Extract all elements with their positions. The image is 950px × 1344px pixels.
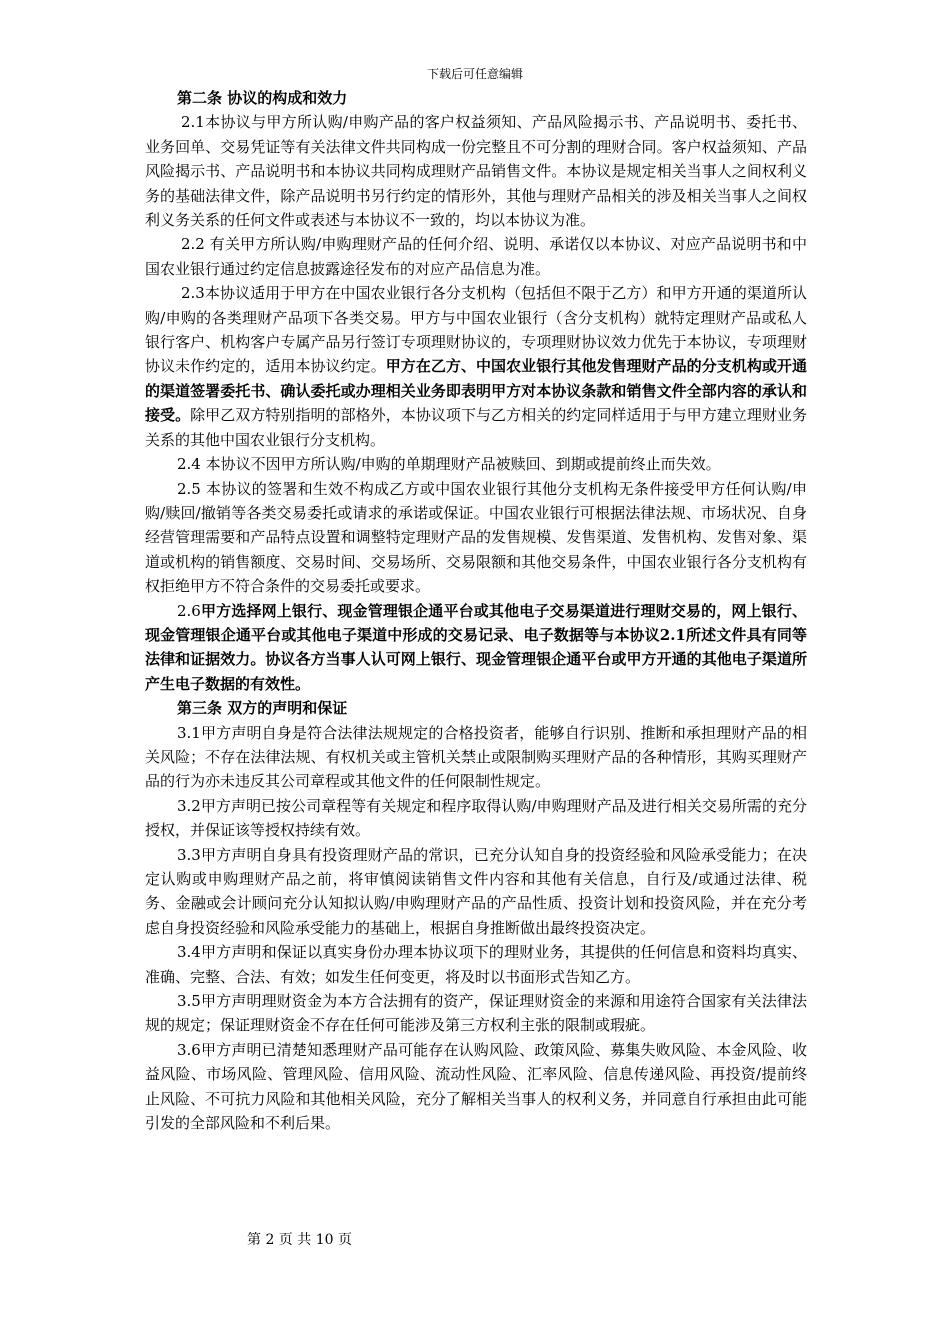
page-footer: 第 2 页 共 10 页 [247, 1232, 352, 1248]
clause-2-2: 2.2 有关甲方所认购/申购理财产品的任何介绍、说明、承诺仅以本协议、对应产品说明书和中国农业银行通过约定信息披露途径发布的对应产品信息为准。 [145, 235, 807, 278]
clause-2-3-bold: 甲方在乙方、中国农业银行其他发售理财产品的分支机构或开通的渠道签署委托书、确认委托或办理相关业务即表明甲方对本协议条款和销售文件全部内容的承认和接受。 [145, 357, 807, 425]
clause-3-6: 3.6甲方声明已清楚知悉理财产品可能存在认购风险、政策风险、募集失败风险、本金风险、收益风险、市场风险、管理风险、信用风险、流动性风险、汇率风险、信息传递风险、再投资/提前终止风险、不可抗力风险和其他相关风险，充分了解相关当事人的权利义务，并同意自行承担由此可能引发的全部风险和不利后果。 [145, 1040, 807, 1133]
clause-2-3-text: 2.3本协议适用于甲方在中国农业银行各分支机构（包括但不限于乙方）和甲方开通的渠道所认购/申购的各类理财产品项下各类交易。甲方与中国农业银行（含分支机构）就特定理财产品或私人银行客户、机构客户专属产品另行签订专项理财协议的，专项理财协议效力优先于本协议，专项理财协议未作约定的，适用本协议约定。 [145, 284, 807, 376]
clause-3-4: 3.4甲方声明和保证以真实身份办理本协议项下的理财业务，其提供的任何信息和资料均真实、准确、完整、合法、有效；如发生任何变更，将及时以书面形式告知乙方。 [145, 943, 807, 986]
article-2-heading: 第二条 协议的构成和效力 [177, 89, 348, 107]
clause-2-6-number: 2.6 [177, 601, 201, 620]
clause-3-2: 3.2甲方声明已按公司章程等有关规定和程序取得认购/申购理财产品及进行相关交易所需的充分授权，并保证该等授权持续有效。 [145, 796, 807, 840]
clause-2-6 [145, 599, 807, 697]
clause-2-1: 2.1本协议与甲方所认购/申购产品的客户权益须知、产品风险揭示书、产品说明书、委托书、业务回单、交易凭证等有关法律文件共同构成一份完整且不可分割的理财合同。客户权益须知、产品风险揭示书、产品说明书和本协议共同构成理财产品销售文件。本协议是规定相关当事人之间权利义务的基础法律文件，除产品说明书另行约定的情形外，其他与理财产品相关的涉及相关当事人之间权利义务关系的任何文件或表述与本协议不一致的，均以本协议为准。 [145, 113, 807, 230]
document-body [145, 86, 807, 1135]
clause-2-3 [145, 281, 807, 452]
page-header: 下载后可任意编辑 [426, 67, 523, 81]
clause-3-5: 3.5甲方声明理财资金为本方合法拥有的资产，保证理财资金的来源和用途符合国家有关法律法规的规定；保证理财资金不存在任何可能涉及第三方权利主张的限制或瑕疵。 [145, 992, 807, 1035]
clause-3-3: 3.3甲方声明自身具有投资理财产品的常识，已充分认知自身的投资经验和风险承受能力；在决定认购或申购理财产品之前，将审慎阅读销售文件内容和其他有关信息，自行及/或通过法律、税务、金融或会计顾问充分认知拟认购/申购理财产品的产品性质、投资计划和投资风险，并在充分考虑自身投资经验和风险承受能力的基础上，根据自身推断做出最终投资决定。 [145, 845, 807, 937]
clause-2-3-tail: 除甲乙双方特别指明的部格外，本协议项下与乙方相关的约定同样适用于与甲方建立理财业务关系的其他中国农业银行分支机构。 [145, 406, 807, 449]
clause-3-1: 3.1甲方声明自身是符合法律法规规定的合格投资者，能够自行识别、推断和承担理财产品的相关风险；不存在法律法规、有权机关或主管机关禁止或限制购买理财产品的各种情形，其购买理财产品的行为亦未违反其公司章程或其他文件的任何限制性规定。 [145, 723, 807, 791]
clause-2-6-bold: 甲方选择网上银行、现金管理银企通平台或其他电子交易渠道进行理财交易的，网上银行、现金管理银企通平台或其他电子渠道中形成的交易记录、电子数据等与本协议2.1所述文件具有同等法律和证据效力。协议各方当事人认可网上银行、现金管理银企通平台或甲方开通的其他电子渠道所产生电子数据的有效性。 [145, 601, 807, 693]
clause-2-5: 2.5 本协议的签署和生效不构成乙方或中国农业银行其他分支机构无条件接受甲方任何认购/申购/赎回/撤销等各类交易委托或请求的承诺或保证。中国农业银行可根据法律法规、市场状况、自身经营管理需要和产品特点设置和调整特定理财产品的发售规模、发售渠道、发售机构、发售对象、渠道或机构的销售额度、交易时间、交易场所、交易限额和其他交易条件，中国农业银行各分支机构有权拒绝甲方不符合条件的交易委托或要求。 [145, 479, 807, 596]
article-3-heading: 第三条 双方的声明和保证 [177, 699, 348, 718]
clause-2-4: 2.4 本协议不因甲方所认购/申购的单期理财产品被赎回、到期或提前终止而失效。 [177, 455, 721, 474]
